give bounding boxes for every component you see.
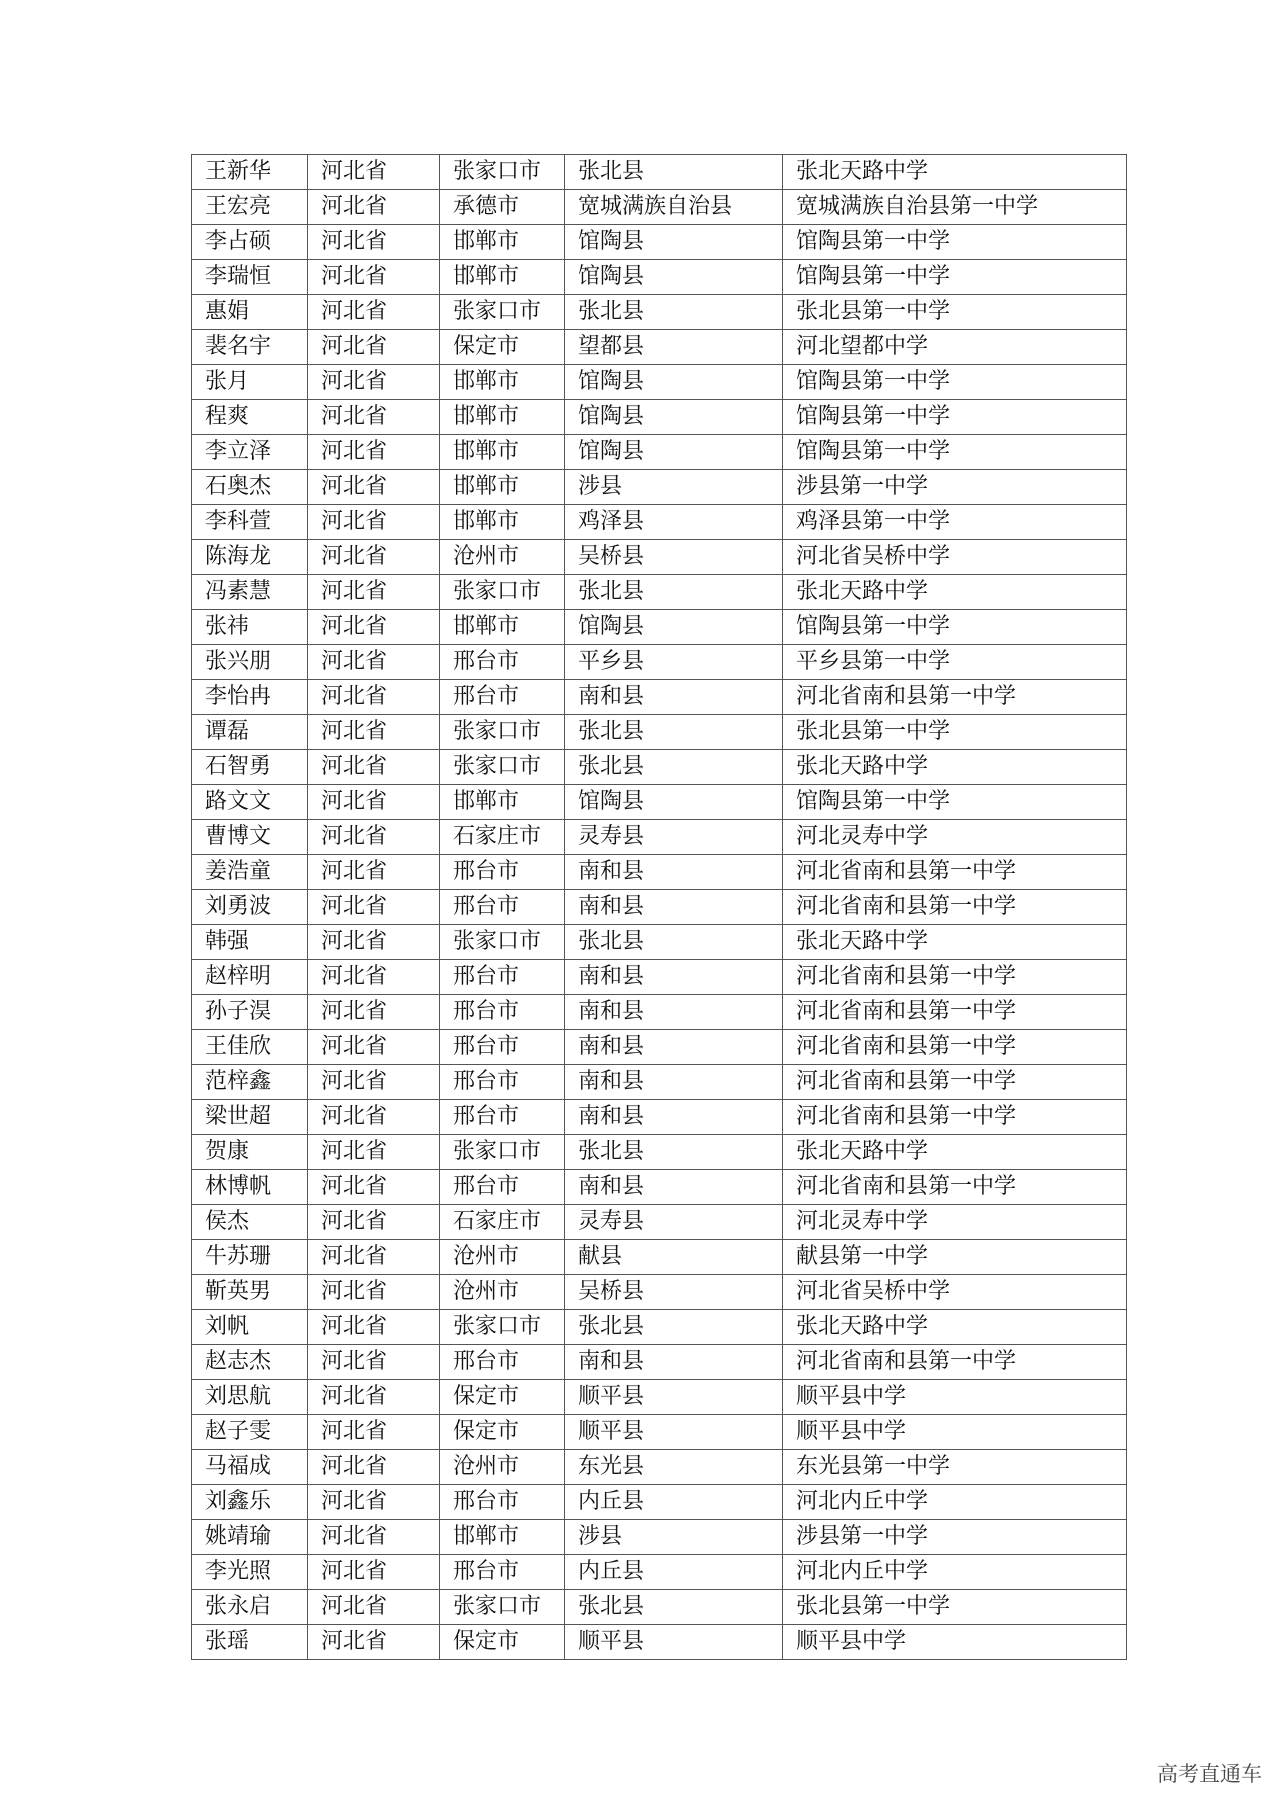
city-cell: 邢台市 [440, 1065, 565, 1100]
city-cell: 张家口市 [440, 925, 565, 960]
table-row [192, 995, 1127, 1030]
table-row [192, 925, 1127, 960]
table-row [192, 1520, 1127, 1555]
county-cell: 灵寿县 [565, 820, 783, 855]
school-cell: 张北县第一中学 [783, 1590, 1127, 1625]
province-cell: 河北省 [308, 1310, 440, 1345]
name-cell: 贺康 [192, 1135, 308, 1170]
name-cell: 石智勇 [192, 750, 308, 785]
county-cell: 馆陶县 [565, 435, 783, 470]
province-cell: 河北省 [308, 1135, 440, 1170]
name-cell: 张永启 [192, 1590, 308, 1625]
city-cell: 邢台市 [440, 960, 565, 995]
name-cell: 曹博文 [192, 820, 308, 855]
table-row [192, 1415, 1127, 1450]
city-cell: 张家口市 [440, 155, 565, 190]
province-cell: 河北省 [308, 1065, 440, 1100]
city-cell: 邢台市 [440, 1170, 565, 1205]
school-cell: 顺平县中学 [783, 1380, 1127, 1415]
table-row [192, 855, 1127, 890]
province-cell: 河北省 [308, 645, 440, 680]
school-cell: 馆陶县第一中学 [783, 260, 1127, 295]
province-cell: 河北省 [308, 1590, 440, 1625]
province-cell: 河北省 [308, 995, 440, 1030]
school-cell: 河北内丘中学 [783, 1555, 1127, 1590]
city-cell: 石家庄市 [440, 820, 565, 855]
province-cell: 河北省 [308, 925, 440, 960]
school-cell: 河北省吴桥中学 [783, 1275, 1127, 1310]
province-cell: 河北省 [308, 820, 440, 855]
school-cell: 馆陶县第一中学 [783, 435, 1127, 470]
table-row [192, 1205, 1127, 1240]
table-row [192, 1065, 1127, 1100]
county-cell: 东光县 [565, 1450, 783, 1485]
province-cell: 河北省 [308, 1450, 440, 1485]
city-cell: 邯郸市 [440, 365, 565, 400]
county-cell: 张北县 [565, 715, 783, 750]
name-cell: 赵子雯 [192, 1415, 308, 1450]
table-row [192, 1240, 1127, 1275]
province-cell: 河北省 [308, 750, 440, 785]
school-cell: 顺平县中学 [783, 1625, 1127, 1660]
province-cell: 河北省 [308, 1625, 440, 1660]
school-cell: 张北天路中学 [783, 750, 1127, 785]
city-cell: 张家口市 [440, 750, 565, 785]
table-row [192, 1310, 1127, 1345]
province-cell: 河北省 [308, 1485, 440, 1520]
county-cell: 南和县 [565, 1100, 783, 1135]
table-row [192, 1625, 1127, 1660]
table-row [192, 1135, 1127, 1170]
table-row [192, 1380, 1127, 1415]
county-cell: 望都县 [565, 330, 783, 365]
province-cell: 河北省 [308, 505, 440, 540]
school-cell: 河北内丘中学 [783, 1485, 1127, 1520]
name-cell: 张祎 [192, 610, 308, 645]
name-cell: 刘勇波 [192, 890, 308, 925]
school-cell: 河北省南和县第一中学 [783, 960, 1127, 995]
city-cell: 张家口市 [440, 1135, 565, 1170]
table-row [192, 1345, 1127, 1380]
city-cell: 保定市 [440, 1625, 565, 1660]
province-cell: 河北省 [308, 785, 440, 820]
city-cell: 邢台市 [440, 1345, 565, 1380]
city-cell: 邢台市 [440, 890, 565, 925]
province-cell: 河北省 [308, 1170, 440, 1205]
table-row [192, 155, 1127, 190]
province-cell: 河北省 [308, 1415, 440, 1450]
name-cell: 马福成 [192, 1450, 308, 1485]
school-cell: 河北省南和县第一中学 [783, 1345, 1127, 1380]
county-cell: 张北县 [565, 575, 783, 610]
name-cell: 王宏亮 [192, 190, 308, 225]
name-cell: 李占硕 [192, 225, 308, 260]
county-cell: 吴桥县 [565, 540, 783, 575]
name-cell: 陈海龙 [192, 540, 308, 575]
table-row [192, 610, 1127, 645]
name-cell: 惠娟 [192, 295, 308, 330]
school-cell: 河北省南和县第一中学 [783, 680, 1127, 715]
county-cell: 张北县 [565, 1135, 783, 1170]
name-cell: 李立泽 [192, 435, 308, 470]
name-cell: 王佳欣 [192, 1030, 308, 1065]
name-cell: 李瑞恒 [192, 260, 308, 295]
table-row [192, 400, 1127, 435]
table-row [192, 820, 1127, 855]
city-cell: 邯郸市 [440, 260, 565, 295]
school-cell: 馆陶县第一中学 [783, 225, 1127, 260]
school-cell: 张北县第一中学 [783, 715, 1127, 750]
city-cell: 邯郸市 [440, 785, 565, 820]
county-cell: 灵寿县 [565, 1205, 783, 1240]
name-cell: 侯杰 [192, 1205, 308, 1240]
province-cell: 河北省 [308, 1240, 440, 1275]
watermark-text: 高考直通车 [1157, 1762, 1262, 1786]
school-cell: 鸡泽县第一中学 [783, 505, 1127, 540]
city-cell: 张家口市 [440, 575, 565, 610]
school-cell: 馆陶县第一中学 [783, 610, 1127, 645]
name-cell: 张月 [192, 365, 308, 400]
county-cell: 馆陶县 [565, 365, 783, 400]
table-row [192, 330, 1127, 365]
name-cell: 冯素慧 [192, 575, 308, 610]
province-cell: 河北省 [308, 540, 440, 575]
province-cell: 河北省 [308, 960, 440, 995]
school-cell: 河北省南和县第一中学 [783, 1065, 1127, 1100]
school-cell: 东光县第一中学 [783, 1450, 1127, 1485]
county-cell: 顺平县 [565, 1625, 783, 1660]
province-cell: 河北省 [308, 190, 440, 225]
province-cell: 河北省 [308, 610, 440, 645]
name-cell: 韩强 [192, 925, 308, 960]
county-cell: 平乡县 [565, 645, 783, 680]
county-cell: 南和县 [565, 680, 783, 715]
province-cell: 河北省 [308, 1520, 440, 1555]
school-cell: 河北省南和县第一中学 [783, 890, 1127, 925]
city-cell: 张家口市 [440, 295, 565, 330]
name-cell: 程爽 [192, 400, 308, 435]
city-cell: 保定市 [440, 1380, 565, 1415]
county-cell: 南和县 [565, 890, 783, 925]
name-cell: 赵志杰 [192, 1345, 308, 1380]
county-cell: 鸡泽县 [565, 505, 783, 540]
city-cell: 邯郸市 [440, 610, 565, 645]
school-cell: 河北省南和县第一中学 [783, 855, 1127, 890]
city-cell: 邯郸市 [440, 470, 565, 505]
table-row [192, 1555, 1127, 1590]
city-cell: 石家庄市 [440, 1205, 565, 1240]
school-cell: 张北天路中学 [783, 575, 1127, 610]
city-cell: 沧州市 [440, 540, 565, 575]
table-row [192, 1170, 1127, 1205]
school-cell: 涉县第一中学 [783, 1520, 1127, 1555]
school-cell: 张北天路中学 [783, 1310, 1127, 1345]
city-cell: 邢台市 [440, 645, 565, 680]
name-cell: 裴名宇 [192, 330, 308, 365]
table-row [192, 1100, 1127, 1135]
county-cell: 馆陶县 [565, 400, 783, 435]
name-cell: 石奥杰 [192, 470, 308, 505]
name-cell: 李科萱 [192, 505, 308, 540]
name-cell: 赵梓明 [192, 960, 308, 995]
table-row [192, 715, 1127, 750]
province-cell: 河北省 [308, 1030, 440, 1065]
name-cell: 姜浩童 [192, 855, 308, 890]
city-cell: 张家口市 [440, 1590, 565, 1625]
table-row [192, 1485, 1127, 1520]
county-cell: 南和县 [565, 1170, 783, 1205]
county-cell: 馆陶县 [565, 225, 783, 260]
school-cell: 张北天路中学 [783, 155, 1127, 190]
province-cell: 河北省 [308, 1345, 440, 1380]
county-cell: 南和县 [565, 855, 783, 890]
county-cell: 张北县 [565, 1310, 783, 1345]
name-cell: 刘帆 [192, 1310, 308, 1345]
school-cell: 河北省南和县第一中学 [783, 1170, 1127, 1205]
table-row [192, 960, 1127, 995]
county-cell: 南和县 [565, 1030, 783, 1065]
city-cell: 沧州市 [440, 1275, 565, 1310]
name-cell: 范梓鑫 [192, 1065, 308, 1100]
table-row [192, 1590, 1127, 1625]
county-cell: 张北县 [565, 1590, 783, 1625]
school-cell: 张北天路中学 [783, 1135, 1127, 1170]
county-cell: 南和县 [565, 960, 783, 995]
school-cell: 河北省南和县第一中学 [783, 995, 1127, 1030]
table-row [192, 260, 1127, 295]
county-cell: 张北县 [565, 155, 783, 190]
county-cell: 张北县 [565, 750, 783, 785]
province-cell: 河北省 [308, 890, 440, 925]
province-cell: 河北省 [308, 1380, 440, 1415]
city-cell: 邢台市 [440, 1485, 565, 1520]
name-cell: 孙子淏 [192, 995, 308, 1030]
county-cell: 涉县 [565, 1520, 783, 1555]
county-cell: 张北县 [565, 295, 783, 330]
name-cell: 林博帆 [192, 1170, 308, 1205]
county-cell: 涉县 [565, 470, 783, 505]
city-cell: 沧州市 [440, 1240, 565, 1275]
city-cell: 保定市 [440, 330, 565, 365]
city-cell: 邯郸市 [440, 505, 565, 540]
city-cell: 邢台市 [440, 1555, 565, 1590]
county-cell: 顺平县 [565, 1380, 783, 1415]
table-row [192, 1450, 1127, 1485]
school-cell: 平乡县第一中学 [783, 645, 1127, 680]
county-cell: 张北县 [565, 925, 783, 960]
province-cell: 河北省 [308, 155, 440, 190]
table-row [192, 190, 1127, 225]
name-cell: 刘鑫乐 [192, 1485, 308, 1520]
province-cell: 河北省 [308, 575, 440, 610]
county-cell: 吴桥县 [565, 1275, 783, 1310]
city-cell: 张家口市 [440, 715, 565, 750]
name-cell: 张兴朋 [192, 645, 308, 680]
county-cell: 馆陶县 [565, 610, 783, 645]
school-cell: 馆陶县第一中学 [783, 400, 1127, 435]
name-cell: 谭磊 [192, 715, 308, 750]
name-cell: 路文文 [192, 785, 308, 820]
county-cell: 顺平县 [565, 1415, 783, 1450]
school-cell: 涉县第一中学 [783, 470, 1127, 505]
school-cell: 馆陶县第一中学 [783, 365, 1127, 400]
city-cell: 承德市 [440, 190, 565, 225]
school-cell: 河北灵寿中学 [783, 1205, 1127, 1240]
county-cell: 内丘县 [565, 1485, 783, 1520]
name-cell: 梁世超 [192, 1100, 308, 1135]
table-row [192, 505, 1127, 540]
city-cell: 邯郸市 [440, 1520, 565, 1555]
city-cell: 邢台市 [440, 1030, 565, 1065]
city-cell: 邢台市 [440, 995, 565, 1030]
school-cell: 献县第一中学 [783, 1240, 1127, 1275]
province-cell: 河北省 [308, 470, 440, 505]
city-cell: 邯郸市 [440, 225, 565, 260]
school-cell: 河北省南和县第一中学 [783, 1100, 1127, 1135]
school-cell: 宽城满族自治县第一中学 [783, 190, 1127, 225]
province-cell: 河北省 [308, 1555, 440, 1590]
county-cell: 南和县 [565, 1345, 783, 1380]
school-cell: 顺平县中学 [783, 1415, 1127, 1450]
city-cell: 邢台市 [440, 680, 565, 715]
city-cell: 张家口市 [440, 1310, 565, 1345]
province-cell: 河北省 [308, 400, 440, 435]
county-cell: 献县 [565, 1240, 783, 1275]
school-cell: 河北省南和县第一中学 [783, 1030, 1127, 1065]
province-cell: 河北省 [308, 295, 440, 330]
province-cell: 河北省 [308, 1100, 440, 1135]
city-cell: 邢台市 [440, 855, 565, 890]
province-cell: 河北省 [308, 1275, 440, 1310]
school-cell: 河北省吴桥中学 [783, 540, 1127, 575]
county-cell: 南和县 [565, 995, 783, 1030]
county-cell: 馆陶县 [565, 785, 783, 820]
city-cell: 邢台市 [440, 1100, 565, 1135]
county-cell: 南和县 [565, 1065, 783, 1100]
school-cell: 河北望都中学 [783, 330, 1127, 365]
province-cell: 河北省 [308, 680, 440, 715]
table-row [192, 365, 1127, 400]
table-row [192, 575, 1127, 610]
table-row [192, 225, 1127, 260]
table-row [192, 435, 1127, 470]
table-row [192, 680, 1127, 715]
province-cell: 河北省 [308, 260, 440, 295]
province-cell: 河北省 [308, 435, 440, 470]
table-row [192, 1275, 1127, 1310]
city-cell: 保定市 [440, 1415, 565, 1450]
roster-body [192, 155, 1127, 1660]
city-cell: 邯郸市 [440, 400, 565, 435]
name-cell: 李光照 [192, 1555, 308, 1590]
table-row [192, 295, 1127, 330]
name-cell: 王新华 [192, 155, 308, 190]
school-cell: 张北县第一中学 [783, 295, 1127, 330]
table-row [192, 470, 1127, 505]
school-cell: 馆陶县第一中学 [783, 785, 1127, 820]
county-cell: 宽城满族自治县 [565, 190, 783, 225]
province-cell: 河北省 [308, 330, 440, 365]
table-row [192, 540, 1127, 575]
name-cell: 牛苏珊 [192, 1240, 308, 1275]
province-cell: 河北省 [308, 225, 440, 260]
name-cell: 张瑶 [192, 1625, 308, 1660]
table-row [192, 785, 1127, 820]
table-row [192, 645, 1127, 680]
name-cell: 刘思航 [192, 1380, 308, 1415]
province-cell: 河北省 [308, 1205, 440, 1240]
table-row [192, 1030, 1127, 1065]
name-cell: 靳英男 [192, 1275, 308, 1310]
table-row [192, 890, 1127, 925]
county-cell: 内丘县 [565, 1555, 783, 1590]
county-cell: 馆陶县 [565, 260, 783, 295]
province-cell: 河北省 [308, 855, 440, 890]
student-roster-table [191, 154, 1127, 1660]
name-cell: 李怡冉 [192, 680, 308, 715]
province-cell: 河北省 [308, 365, 440, 400]
school-cell: 河北灵寿中学 [783, 820, 1127, 855]
city-cell: 邯郸市 [440, 435, 565, 470]
table-row [192, 750, 1127, 785]
province-cell: 河北省 [308, 715, 440, 750]
school-cell: 张北天路中学 [783, 925, 1127, 960]
city-cell: 沧州市 [440, 1450, 565, 1485]
name-cell: 姚靖瑜 [192, 1520, 308, 1555]
